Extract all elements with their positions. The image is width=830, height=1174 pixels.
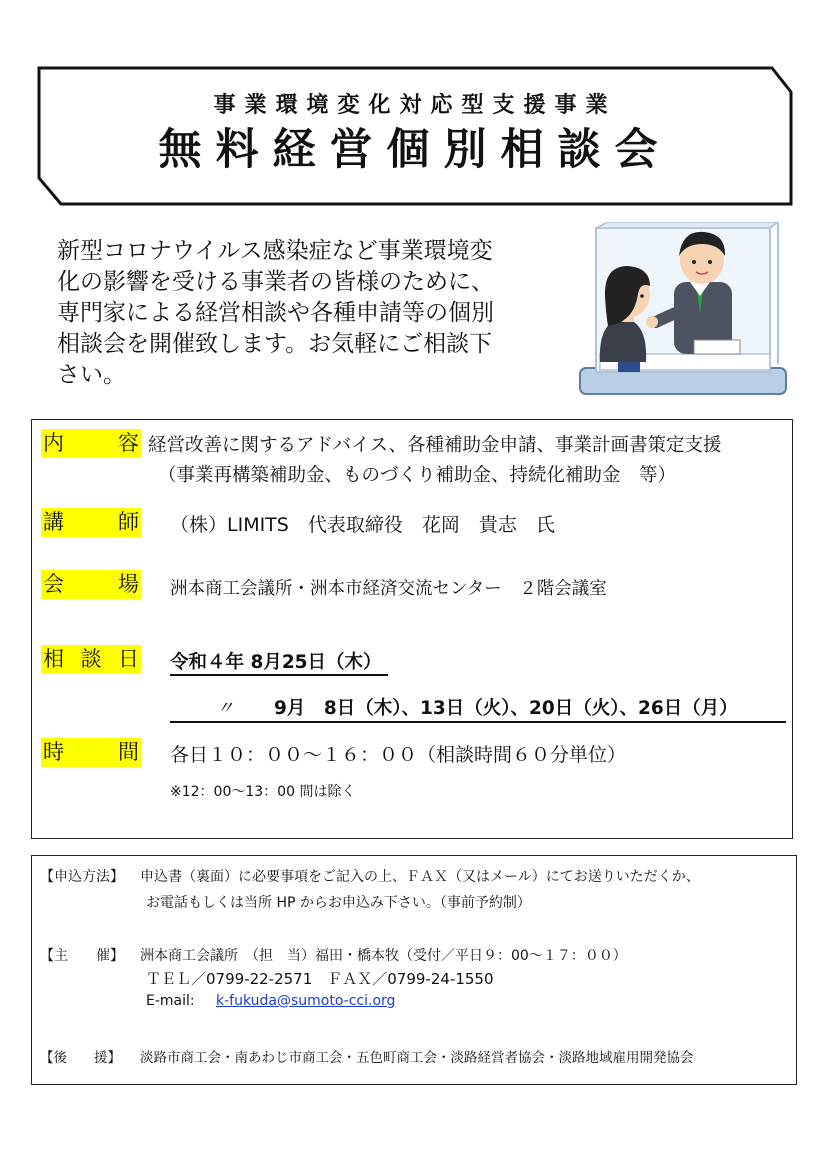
dates-label: 相 談 日	[41, 645, 141, 674]
event-title: 無料経営個別相談会	[158, 125, 672, 175]
contact-info-box	[31, 855, 797, 1085]
intro-line: さい。	[57, 362, 126, 388]
organizer-text: 洲本商工会議所 （担 当）福田・橋本牧（受付／平日９：00～１７：００）	[140, 948, 627, 964]
application-text-2: お電話もしくは当所 HP からお申込み下さい。（事前予約制）	[146, 895, 531, 911]
intro-text	[57, 236, 557, 391]
event-details-box	[31, 419, 793, 839]
email-link[interactable]: k-fukuda@sumoto-cci.org	[216, 993, 396, 1009]
time-label: 時 間	[41, 738, 141, 767]
email-label: E-mail:	[146, 993, 195, 1009]
lecturer-text: （株）LIMITS 代表取締役 花岡 貴志 氏	[170, 514, 555, 536]
dates-line-1: 令和４年 8月25日（木）	[170, 648, 388, 676]
venue-text: 洲本商工会議所・洲本市経済交流センター ２階会議室	[170, 579, 607, 599]
application-text-1: 申込書（裏面）に必要事項をご記入の上、ＦＡＸ（又はメール）にてお送りいただくか、	[140, 869, 700, 885]
dates-line-2-text: 9月 8日（木）、13日（火）、20日（火）、26日（月）	[274, 698, 738, 719]
event-subtitle: 事業環境変化対応型支援事業	[213, 93, 617, 118]
ditto-mark: 〃	[216, 698, 234, 719]
tel-fax: ＴＥＬ／0799-22-2571 ＦＡＸ／0799-24-1550	[146, 970, 494, 988]
organizer-label: 【主 催】	[40, 948, 124, 964]
application-label: 【申込方法】	[40, 869, 124, 885]
time-note: ※12：00～13：00 間は除く	[170, 784, 356, 800]
intro-line: 新型コロナウイルス感染症など事業環境変	[57, 238, 493, 264]
consultation-illustration	[578, 222, 788, 398]
intro-line: 専門家による経営相談や各種申請等の個別	[57, 300, 494, 326]
title-box	[37, 66, 793, 206]
content-text-2: （事業再構築補助金、ものづくり補助金、持続化補助金 等）	[158, 465, 677, 486]
venue-label: 会 場	[41, 570, 141, 599]
intro-line: 相談会を開催致します。お気軽にご相談下	[57, 331, 493, 357]
support-label: 【後 援】	[40, 1050, 121, 1066]
content-label: 内 容	[41, 429, 141, 458]
time-text: 各日１０：００～１６：００（相談時間６０分単位）	[170, 744, 627, 766]
lecturer-label: 講 師	[41, 508, 141, 537]
intro-line: 化の影響を受ける事業者の皆様のために、	[57, 269, 494, 295]
support-text: 淡路市商工会・南あわじ市商工会・五色町商工会・淡路経営者協会・淡路地域雇用開発協会	[140, 1050, 694, 1066]
content-text-1: 経営改善に関するアドバイス、各種補助金申請、事業計画書策定支援	[148, 435, 722, 456]
dates-line-2	[170, 694, 786, 723]
